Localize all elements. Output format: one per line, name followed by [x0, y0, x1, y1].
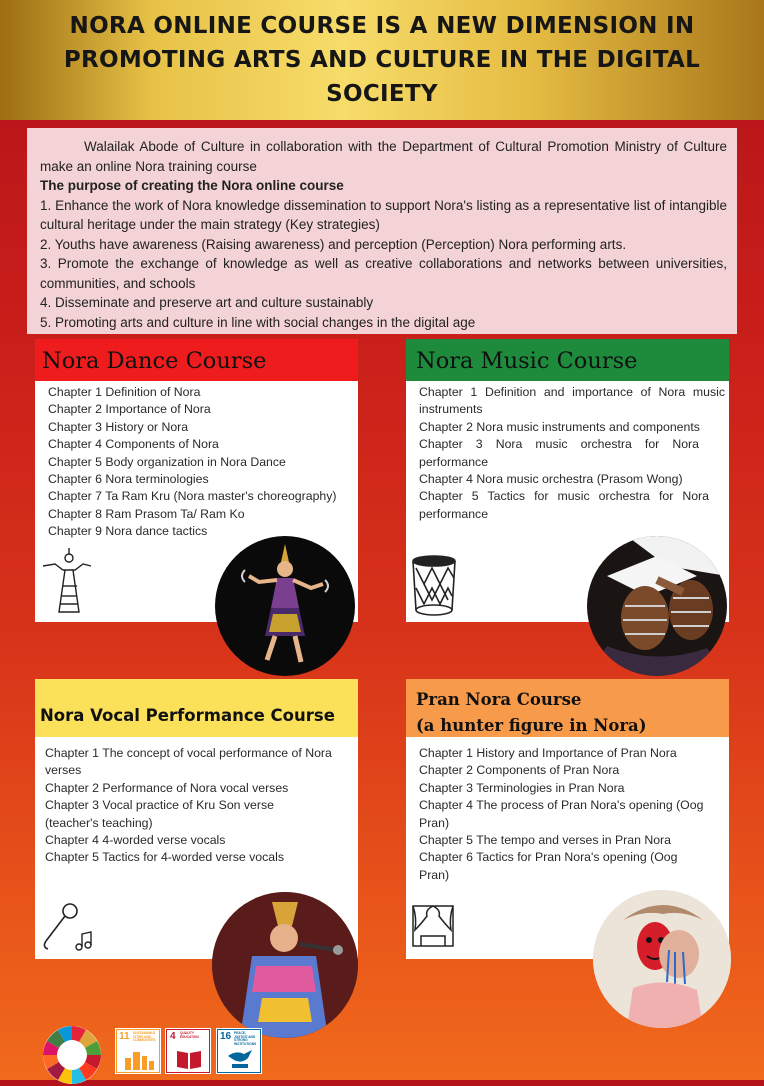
music-course-header: [406, 339, 729, 381]
page-title: NORA ONLINE COURSE IS A NEW DIMENSION IN PROMOTING ARTS AND CULTURE IN THE DIGITAL SOCIETY: [63, 13, 701, 107]
book-icon: [176, 1048, 202, 1070]
list-item: Chapter 6 Nora terminologies: [48, 472, 209, 487]
list-item: Chapter 4 Components of Nora: [48, 437, 219, 452]
list-item: Chapter 3 Terminologies in Pran Nora: [419, 780, 625, 795]
pran-course-title-line1: Pran Nora Course: [416, 690, 582, 709]
pran-course-header: [406, 679, 729, 737]
drum-icon: [410, 554, 458, 618]
sdg-goal-16-tile: [216, 1028, 262, 1074]
purpose-point: 4. Disseminate and preserve art and culture sustainably: [40, 295, 374, 310]
sdg-wheel-icon: [41, 1024, 103, 1086]
sdg-goal-11-number: 11: [119, 1031, 130, 1042]
list-item: Chapter 8 Ram Prasom Ta/ Ram Ko: [48, 506, 245, 521]
purpose-point: 1. Enhance the work of Nora knowledge dissemination to support Nora's listing as a representative list of intangible cultural heritage under the main strategy (Key strategies): [40, 197, 727, 232]
list-item: Chapter 2 Performance of Nora vocal verses: [45, 780, 289, 795]
pran-masked-performer-photo: [593, 890, 731, 1028]
list-item: Chapter 2 Importance of Nora: [48, 402, 211, 417]
list-item: Chapter 3 History or Nora: [48, 419, 189, 434]
list-item: Chapter 1 History and Importance of Pran Nora: [419, 746, 677, 760]
list-item: Chapter 2 Components of Pran Nora: [419, 763, 620, 778]
list-item: Chapter 1 Definition of Nora: [48, 385, 201, 399]
sdg-goal-11-text: SUSTAINABLE CITIES AND COMMUNITIES: [133, 1031, 156, 1043]
vocal-chapter-list: [45, 745, 345, 867]
list-item: Chapter 9 Nora dance tactics: [48, 524, 208, 539]
dancer-outline-icon: [41, 546, 93, 616]
pran-course-title-line2: (a hunter figure in Nora): [416, 716, 647, 735]
sdg-goal-11-tile: [115, 1028, 161, 1074]
vocalist-photo: [212, 892, 358, 1038]
dancer-photo: [215, 536, 355, 676]
drummer-photo: [587, 536, 727, 676]
pran-chapter-list: [419, 745, 719, 884]
dove-gavel-icon: [226, 1048, 254, 1070]
dance-chapter-list: [48, 384, 358, 541]
list-item: Chapter 5 The tempo and verses in Pran Nora: [419, 833, 671, 848]
purpose-point: 5. Promoting arts and culture in line with social changes in the digital age: [40, 314, 476, 330]
list-item: Chapter 1 Definition and importance of Nora music instruments: [419, 385, 725, 417]
purpose-point: 2. Youths have awareness (Raising awareness) and perception (Perception) Nora performing arts.: [40, 236, 627, 252]
list-item: Chapter 6 Tactics for Pran Nora's opening (Oog Pran): [419, 850, 678, 882]
music-chapter-list: [419, 384, 725, 523]
title-banner: [0, 0, 764, 120]
city-icon: [123, 1050, 155, 1070]
list-item: Chapter 5 Tactics for music orchestra for Nora performance: [419, 489, 709, 521]
dance-course-title: Nora Dance Course: [42, 348, 267, 374]
list-item: Chapter 3 Vocal practice of Kru Son verse (teacher's teaching): [45, 798, 274, 830]
music-course-title: Nora Music Course: [416, 348, 638, 374]
list-item: Chapter 4 The process of Pran Nora's opening (Oog Pran): [419, 798, 704, 830]
intro-box: [27, 128, 737, 334]
list-item: Chapter 4 4-worded verse vocals: [45, 833, 226, 848]
dance-course-header: [35, 339, 358, 381]
list-item: Chapter 1 The concept of vocal performance of Nora verses: [45, 746, 332, 778]
sdg-goal-16-number: 16: [220, 1031, 232, 1042]
list-item: Chapter 4 Nora music orchestra (Prasom Wong): [419, 472, 683, 487]
intro-lead: Walailak Abode of Culture in collaboration with the Department of Cultural Promotion Ministry of Culture make an online Nora training course: [40, 139, 727, 174]
music-note-icon: [75, 931, 93, 951]
sdg-goal-4-tile: [165, 1028, 211, 1074]
sdg-goal-4-text: QUALITY EDUCATION: [180, 1031, 199, 1039]
stage-curtain-icon: [411, 904, 455, 948]
list-item: Chapter 5 Tactics for 4-worded verse vocals: [45, 850, 284, 865]
microphone-icon: [40, 901, 80, 951]
sdg-goal-16-text: PEACE, JUSTICE AND STRONG INSTITUTIONS: [234, 1031, 257, 1046]
purpose-heading: The purpose of creating the Nora online course: [40, 178, 344, 193]
list-item: Chapter 5 Body organization in Nora Dance: [48, 454, 286, 469]
list-item: Chapter 7 Ta Ram Kru (Nora master's choreography): [48, 489, 337, 504]
vocal-course-header: [35, 679, 358, 737]
purpose-point: 3. Promote the exchange of knowledge as well as creative collaborations and networks between universities, communities, and schools: [40, 256, 727, 291]
list-item: Chapter 2 Nora music instruments and components: [419, 419, 700, 434]
vocal-course-title: Nora Vocal Performance Course: [40, 706, 335, 725]
list-item: Chapter 3 Nora music orchestra for Nora performance: [419, 437, 699, 469]
sdg-goal-4-number: 4: [170, 1031, 176, 1042]
